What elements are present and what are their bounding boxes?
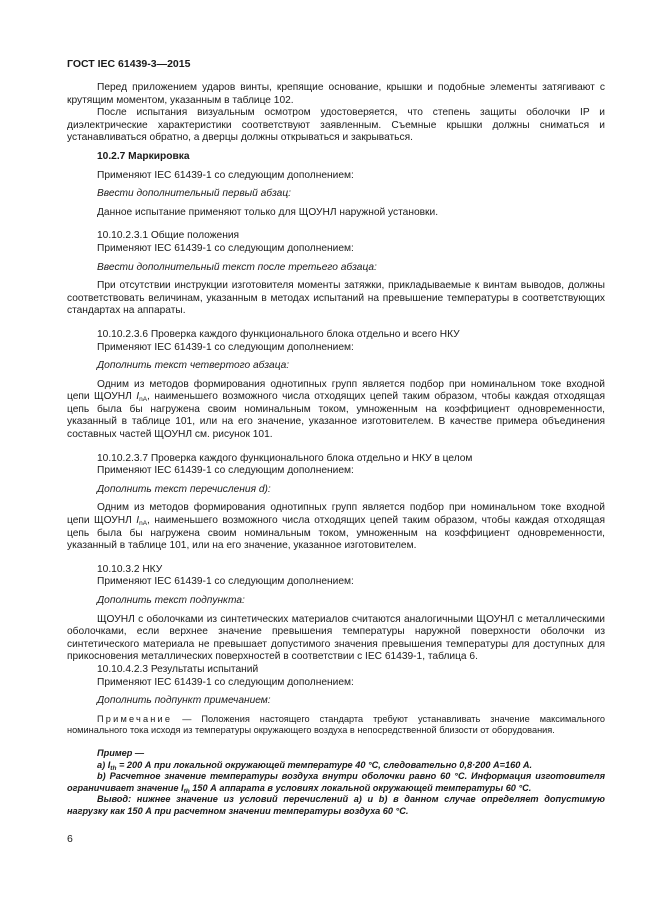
note-label: Примечание (97, 713, 173, 724)
document-header: ГОСТ IEC 61439-3—2015 (67, 58, 191, 70)
section-heading-functional-block: 10.10.2.3.6 Проверка каждого функционального блока отдельно и всего НКУ (97, 328, 460, 340)
section-heading-test-results: 10.10.4.2.3 Результаты испытаний (97, 663, 259, 675)
example-conclusion: Вывод: нижнее значение из условий перечислений a) и b) в данном случае определяет допустимую нагрузку как 150 А при расчетном значении температуры воздуха 60 °С. (67, 794, 605, 816)
instruction-text: Ввести дополнительный первый абзац: (97, 188, 291, 200)
section-text: При отсутствии инструкции изготовителя моменты затяжки, прикладываемые к винтам выводов, должны соответствовать величинам, указанным в методах испытаний на превышение температуры в соответствующих стандартах на аппараты. (67, 280, 605, 317)
note-paragraph: Примечание — Положения настоящего стандарта требуют устанавливать значение максимального номинального тока исходя из температуры окружающего воздуха в непосредственной близости от оборудования. (67, 713, 605, 736)
apply-statement: Применяют IEC 61439-1 со следующим дополнением: (97, 465, 354, 477)
section-text: ЩОУНЛ с оболочками из синтетических материалов считаются аналогичными ЩОУНЛ с металлическими оболочками, если верхнее значение превышения температуры наружной поверхности оболочки из синтетического материала не превышает допустимого значения превышения температуры для доступных для прикосновения металлических поверхностей в соответствии с IEC 61439-1, таблица 6. (67, 613, 605, 663)
section-heading-marking: 10.2.7 Маркировка (97, 150, 190, 162)
section-heading-nku: 10.10.3.2 НКУ (97, 563, 163, 575)
paragraph-inspection: После испытания визуальным осмотром удостоверяется, что степень защиты оболочки IP и диэлектрические характеристики соответствуют заявленным. Съемные крышки должны сниматься и устанавливаться обратно, а дверцы должны открываться и закрываться. (67, 107, 605, 144)
document-page (67, 58, 605, 818)
section-heading-general: 10.10.2.3.1 Общие положения (97, 230, 240, 242)
apply-statement: Применяют IEC 61439-1 со следующим дополнением: (97, 242, 354, 254)
instruction-text: Ввести дополнительный текст после третьего абзаца: (97, 261, 377, 273)
apply-statement: Применяют IEC 61439-1 со следующим дополнением: (97, 676, 354, 688)
example-item-a: a) $I_{th} = 200$ А при локальной окружающей температуре 40 °С, следовательно 0,8·200 А=160 А. (97, 759, 533, 772)
paragraph-screws: Перед приложением ударов винты, крепящие основание, крышки и подобные элементы затягивают с крутящим моментом, указанным в таблице 102. (67, 82, 605, 106)
section-text: Данное испытание применяют только для ЩОУНЛ наружной установки. (97, 206, 439, 218)
page-number: 6 (67, 833, 73, 845)
example-label: Пример — (97, 747, 145, 758)
section-text: Одним из методов формирования однотипных групп является подбор при номинальном токе входной цепи ЩОУНЛ $I_{nA}$, наименьшего возможного числа отходящих цепей таким образом, чтобы каждая отходящая цепь была бы нагружена своим номинальным током, умноженным на коэффициент одновременности, указанный в таблице 101, или на его значение, указанное изготовителем. В качестве примера объединения составных частей ЩОУНЛ см. рисунок 101. (67, 378, 605, 441)
apply-statement: Применяют IEC 61439-1 со следующим дополнением: (97, 169, 354, 181)
instruction-text: Дополнить текст подпункта: (97, 595, 245, 606)
apply-statement: Применяют IEC 61439-1 со следующим дополнением: (97, 576, 354, 588)
section-heading-functional-block-whole: 10.10.2.3.7 Проверка каждого функционального блока отдельно и НКУ в целом (97, 452, 473, 464)
section-text: Одним из методов формирования однотипных групп является подбор при номинальном токе входной цепи ЩОУНЛ $I_{nA}$, наименьшего возможного числа отходящих цепей таким образом, чтобы каждая отходящая цепь была бы нагружена своим номинальным током, умноженным на коэффициент одновременности, указанный в таблице 101, или на его значение, указанное изготовителем. (67, 502, 605, 552)
instruction-text: Дополнить текст перечисления d): (97, 483, 271, 495)
instruction-text: Дополнить текст четвертого абзаца: (97, 360, 290, 372)
example-item-b: b) Расчетное значение температуры воздуха внутри оболочки равно 60 °С. Информация изготовителя ограничивает значение $I_{th}$ 150 А аппарата в условиях локальной окружающей температуры 60 °С. (67, 771, 605, 795)
apply-statement: Применяют IEC 61439-1 со следующим дополнением: (97, 341, 354, 353)
instruction-text: Дополнить подпункт примечанием: (97, 695, 271, 707)
